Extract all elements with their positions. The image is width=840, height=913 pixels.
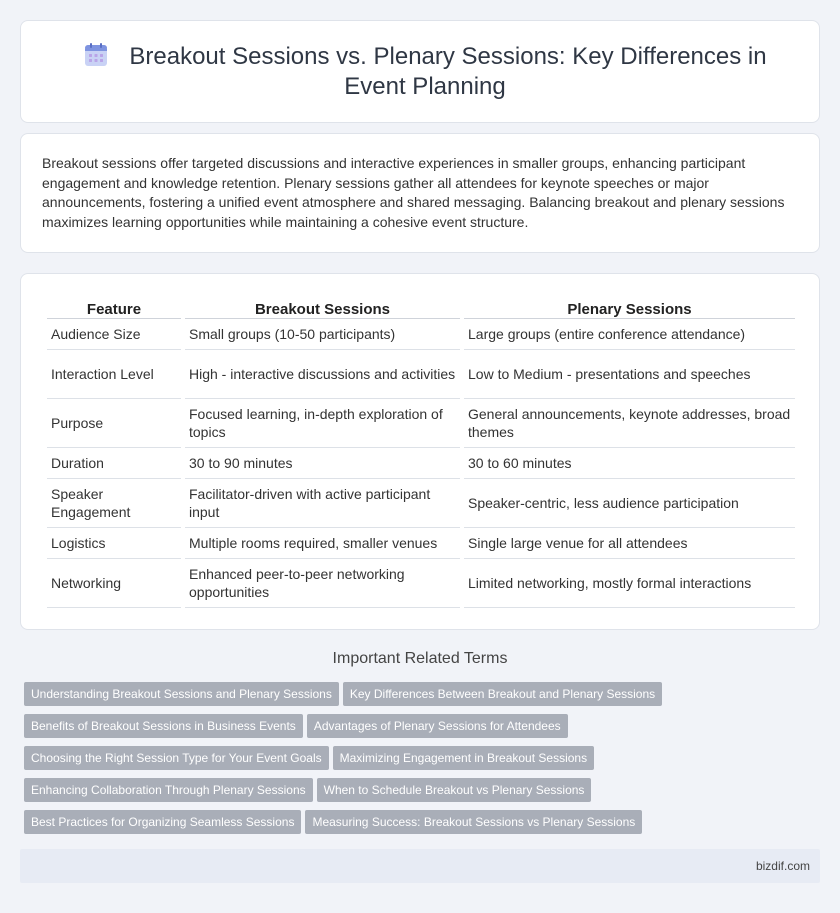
plenary-cell: Low to Medium - presentations and speeches	[464, 350, 795, 399]
table-row	[47, 319, 795, 350]
page-title: Breakout Sessions vs. Plenary Sessions: Key Differences in Event Planning	[129, 43, 767, 100]
related-term-tag[interactable]: Advantages of Plenary Sessions for Attendees	[307, 714, 568, 738]
feature-cell: Speaker Engagement	[47, 479, 181, 528]
breakout-cell: Enhanced peer-to-peer networking opportunities	[185, 559, 460, 608]
plenary-cell: Large groups (entire conference attendance)	[464, 319, 795, 350]
feature-cell: Purpose	[47, 399, 181, 448]
related-term-tag[interactable]: Best Practices for Organizing Seamless Sessions	[24, 810, 301, 834]
related-terms-list	[24, 682, 804, 842]
intro-paragraph: Breakout sessions offer targeted discussions and interactive experiences in smaller groups, enhancing participant engagement and knowledge retention. Plenary sessions gather all attendees for keynote speeches or major announcements, fostering a unified event atmosphere and shared messaging. Balancing breakout and plenary sessions maximizes learning opportunities while maintaining a cohesive event structure.	[42, 155, 785, 230]
title-card	[20, 20, 820, 123]
tag-row	[24, 746, 804, 778]
feature-cell: Audience Size	[47, 319, 181, 350]
page-title-wrap	[51, 42, 799, 102]
related-term-tag[interactable]: Enhancing Collaboration Through Plenary Sessions	[24, 778, 313, 802]
intro-card	[20, 133, 820, 253]
table-row	[47, 528, 795, 559]
header-feature: Feature	[47, 296, 181, 319]
feature-cell: Networking	[47, 559, 181, 608]
feature-cell: Logistics	[47, 528, 181, 559]
tag-row	[24, 778, 804, 810]
calendar-icon	[83, 42, 109, 68]
feature-cell: Duration	[47, 448, 181, 479]
related-term-tag[interactable]: When to Schedule Breakout vs Plenary Sessions	[317, 778, 592, 802]
comparison-table-card	[20, 273, 820, 630]
related-term-tag[interactable]: Key Differences Between Breakout and Plenary Sessions	[343, 682, 662, 706]
breakout-cell: Focused learning, in-depth exploration of topics	[185, 399, 460, 448]
related-term-tag[interactable]: Measuring Success: Breakout Sessions vs Plenary Sessions	[305, 810, 642, 834]
breakout-cell: Multiple rooms required, smaller venues	[185, 528, 460, 559]
header-breakout: Breakout Sessions	[185, 296, 460, 319]
table-row	[47, 350, 795, 399]
table-row	[47, 479, 795, 528]
plenary-cell: Speaker-centric, less audience participation	[464, 479, 795, 528]
footer	[20, 849, 820, 883]
table-header-row	[47, 296, 795, 319]
breakout-cell: Small groups (10-50 participants)	[185, 319, 460, 350]
tag-row	[24, 682, 804, 714]
plenary-cell: General announcements, keynote addresses, broad themes	[464, 399, 795, 448]
tag-row	[24, 810, 804, 842]
breakout-cell: High - interactive discussions and activities	[185, 350, 460, 399]
plenary-cell: 30 to 60 minutes	[464, 448, 795, 479]
related-term-tag[interactable]: Benefits of Breakout Sessions in Business Events	[24, 714, 303, 738]
comparison-table	[43, 296, 799, 608]
related-term-tag[interactable]: Choosing the Right Session Type for Your Event Goals	[24, 746, 329, 770]
related-term-tag[interactable]: Maximizing Engagement in Breakout Sessions	[333, 746, 594, 770]
related-term-tag[interactable]: Understanding Breakout Sessions and Plenary Sessions	[24, 682, 339, 706]
breakout-cell: Facilitator-driven with active participant input	[185, 479, 460, 528]
related-terms-title: Important Related Terms	[332, 650, 508, 667]
plenary-cell: Limited networking, mostly formal interactions	[464, 559, 795, 608]
tag-row	[24, 714, 804, 746]
table-row	[47, 448, 795, 479]
breakout-cell: 30 to 90 minutes	[185, 448, 460, 479]
table-row	[47, 559, 795, 608]
plenary-cell: Single large venue for all attendees	[464, 528, 795, 559]
table-row	[47, 399, 795, 448]
header-plenary: Plenary Sessions	[464, 296, 795, 319]
footer-site-link[interactable]: bizdif.com	[755, 859, 810, 873]
feature-cell: Interaction Level	[47, 350, 181, 399]
